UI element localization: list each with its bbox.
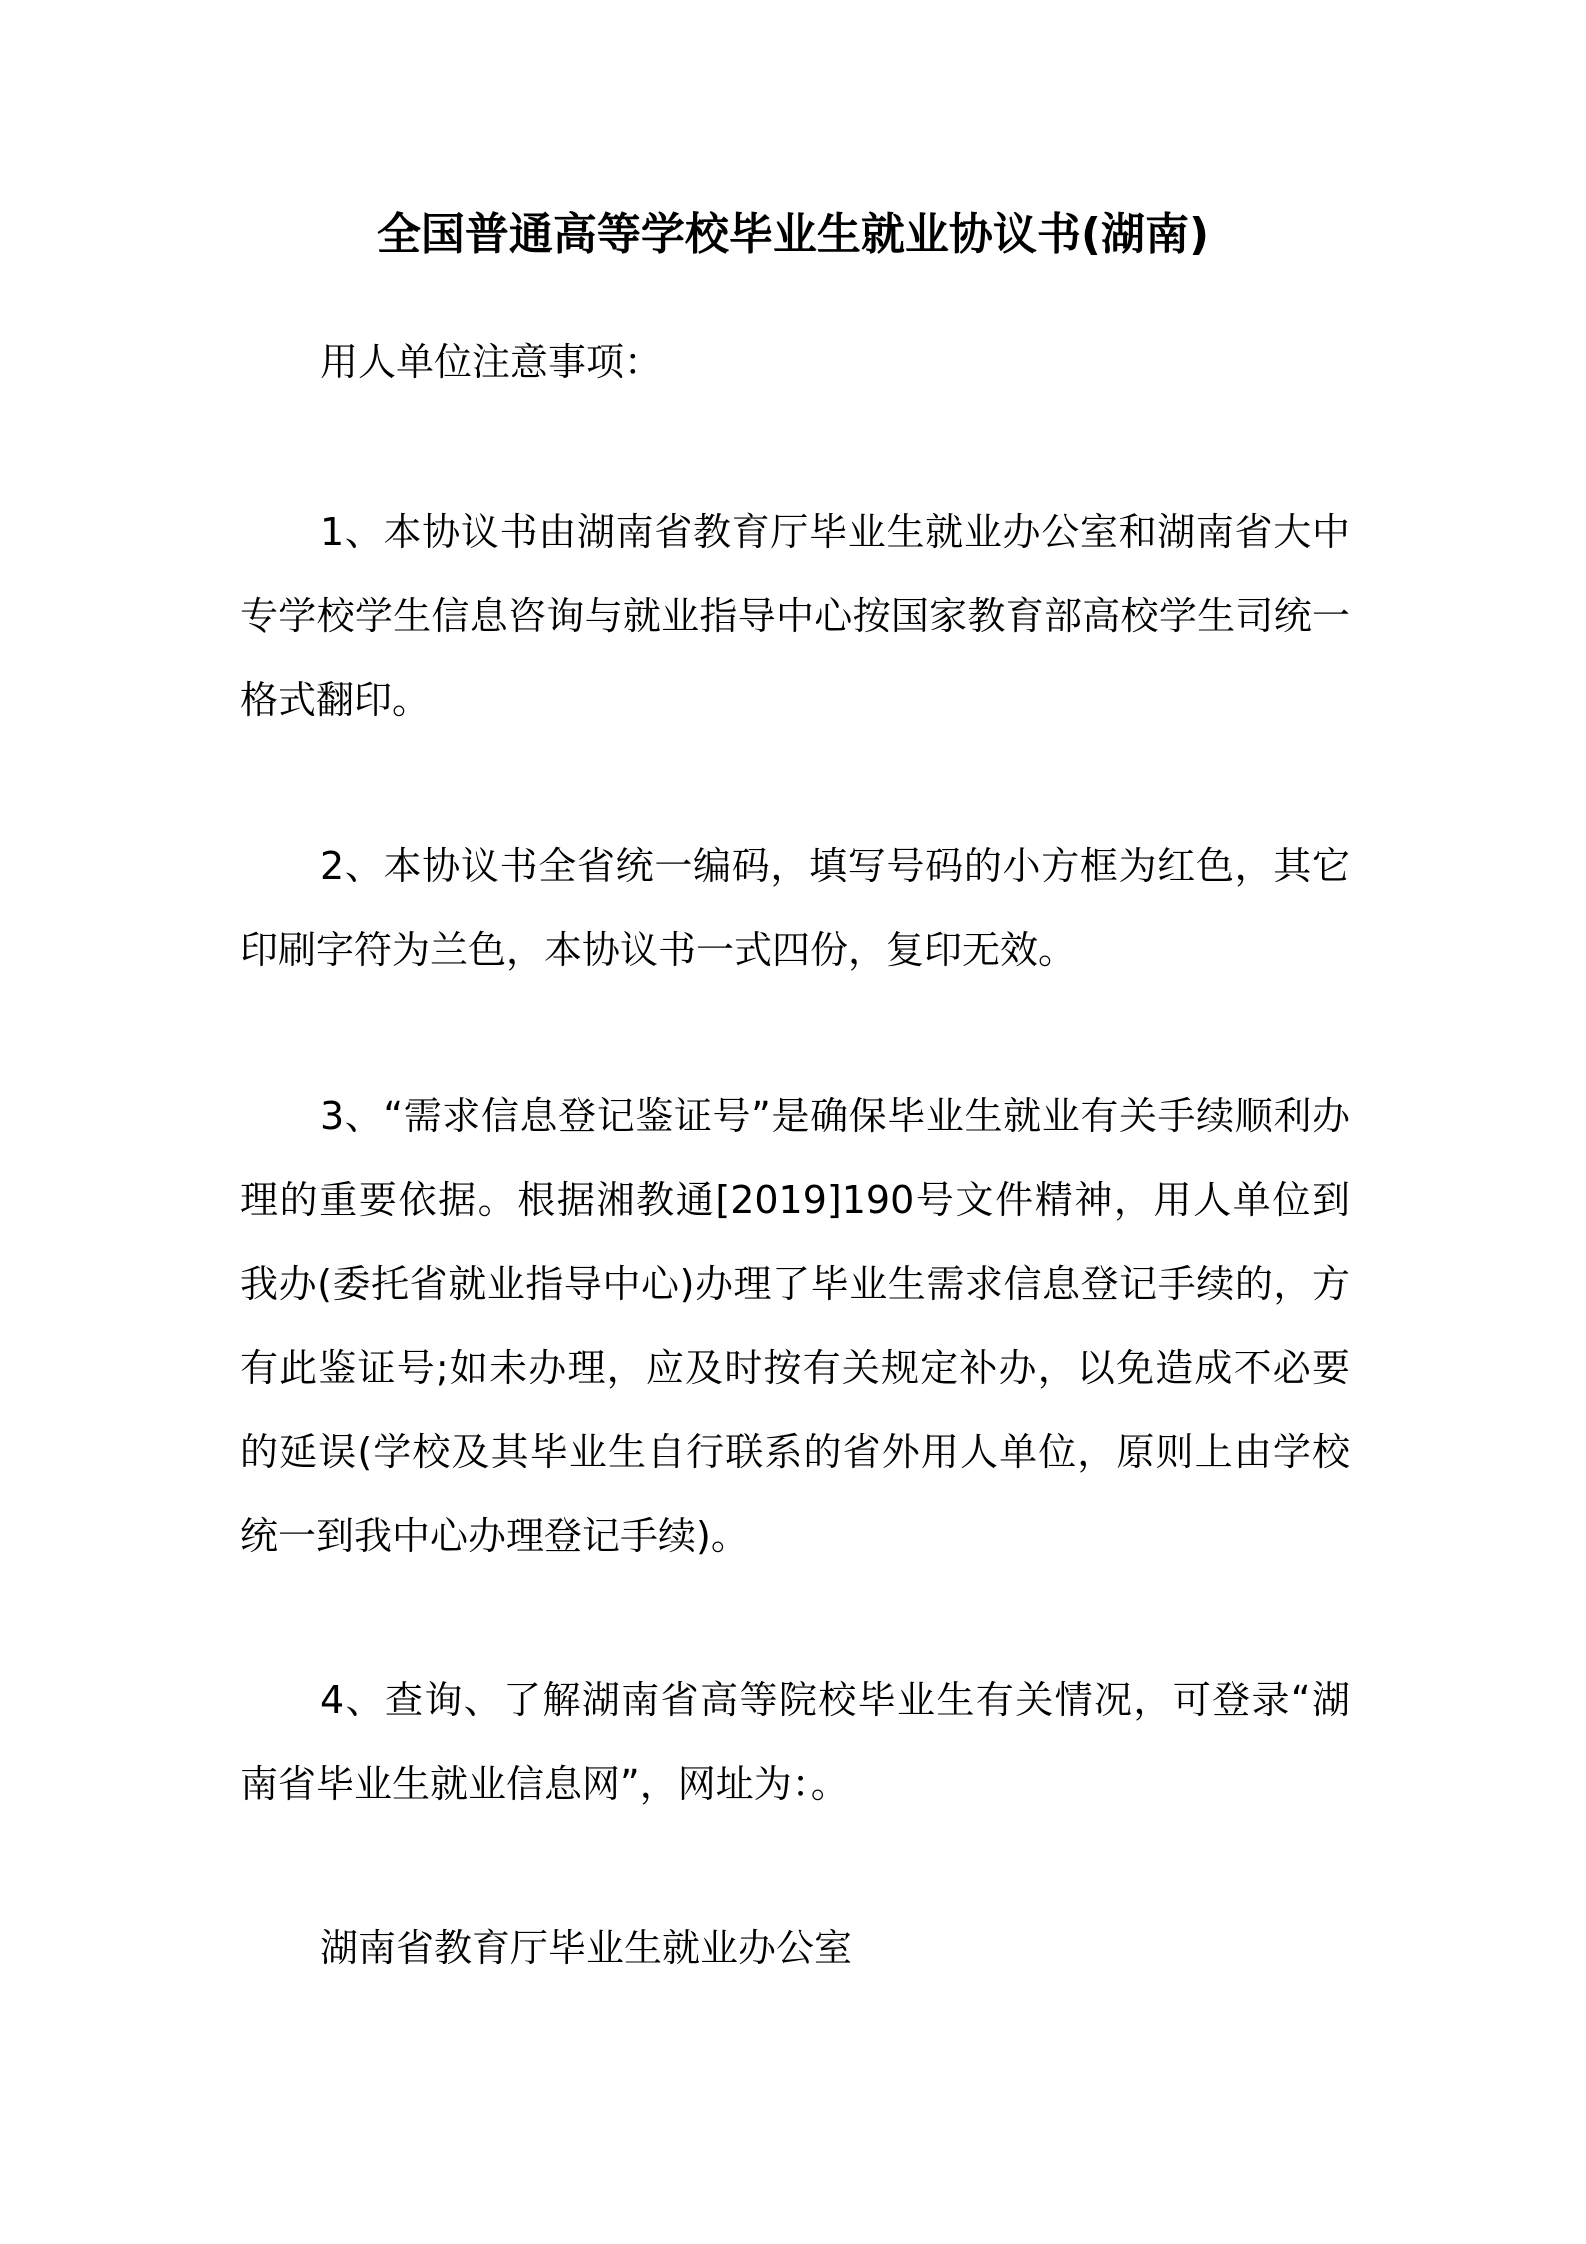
- notice-heading: 用人单位注意事项：: [320, 340, 663, 384]
- notice-item-4: [240, 1658, 1350, 1826]
- issuer-signature: 湖南省教育厅毕业生就业办公室: [320, 1926, 853, 1970]
- notice-item-1-text: 1、本协议书由湖南省教育厅毕业生就业办公室和湖南省大中专学校学生信息咨询与就业指导中心按国家教育部高校学生司统一格式翻印。: [240, 510, 1350, 722]
- notice-item-3: [240, 1074, 1350, 1578]
- notice-item-1: [240, 490, 1350, 742]
- notice-item-2: [240, 824, 1350, 992]
- document-title: 全国普通高等学校毕业生就业协议书(湖南): [376, 209, 1210, 260]
- notice-item-2-text: 2、本协议书全省统一编码，填写号码的小方框为红色，其它印刷字符为兰色，本协议书一式四份，复印无效。: [240, 844, 1350, 972]
- notice-item-4-text: 4、查询、了解湖南省高等院校毕业生有关情况，可登录“湖南省毕业生就业信息网”，网址为：。: [240, 1678, 1350, 1806]
- notice-item-3-text: 3、“需求信息登记鉴证号”是确保毕业生就业有关手续顺利办理的重要依据。根据湘教通[2019]190号文件精神，用人单位到我办(委托省就业指导中心)办理了毕业生需求信息登记手续的，方有此鉴证号;如未办理，应及时按有关规定补办，以免造成不必要的延误(学校及其毕业生自行联系的省外用人单位，原则上由学校统一到我中心办理登记手续)。: [240, 1094, 1350, 1558]
